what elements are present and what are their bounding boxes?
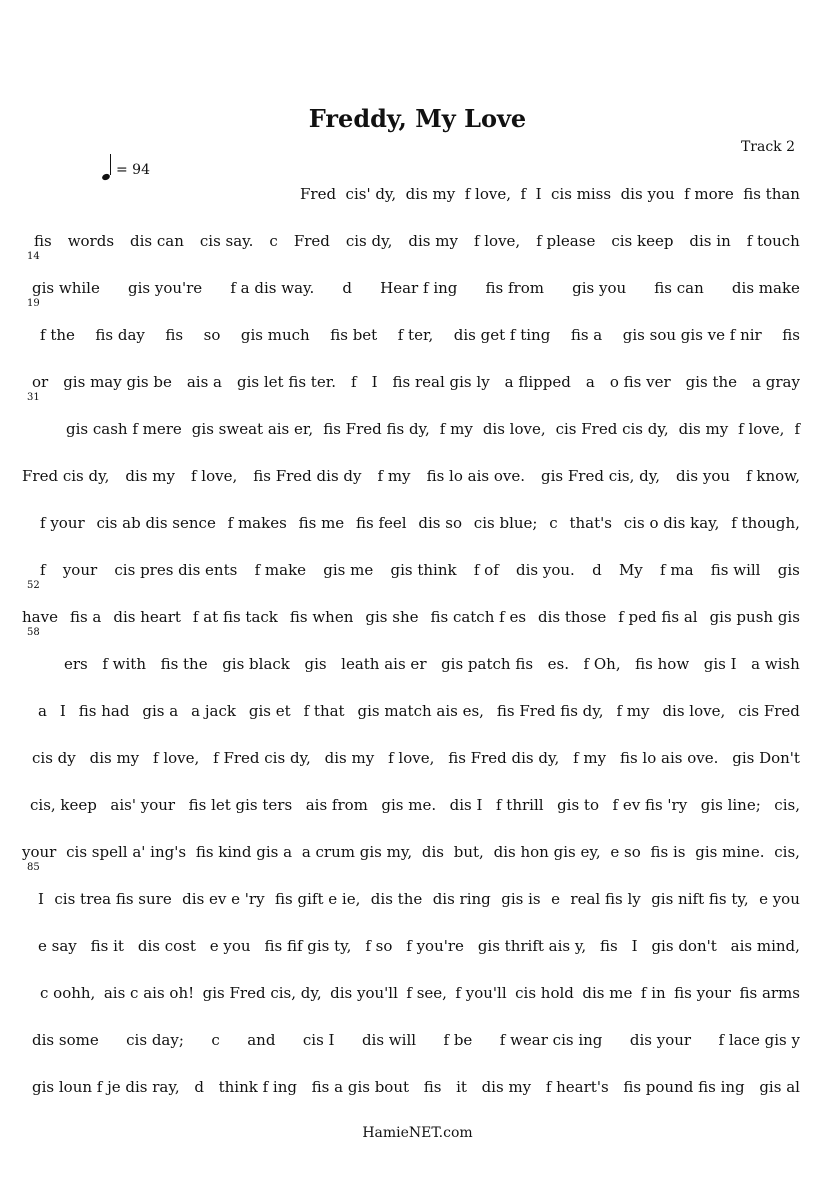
- lyric-syllable: cis blue;: [473, 514, 538, 532]
- lyric-syllable: f Oh,: [583, 655, 621, 673]
- lyric-syllable: d: [342, 279, 353, 297]
- lyric-syllable: and: [247, 1031, 276, 1049]
- lyric-syllable: f that: [303, 702, 345, 720]
- lyric-syllable: dis heart: [113, 608, 181, 626]
- lyric-syllable: fis: [34, 232, 52, 250]
- lyric-syllable: cis o dis kay,: [623, 514, 720, 532]
- lyric-syllable: d: [592, 561, 602, 579]
- lyric-syllable: fis when: [289, 608, 354, 626]
- lyric-syllable: f love,: [190, 467, 238, 485]
- lyric-syllable: fis lo ais ove.: [426, 467, 525, 485]
- lyric-syllable: fis is: [650, 843, 686, 861]
- lyric-syllable: f my: [377, 467, 411, 485]
- lyric-syllable: ais' your: [110, 796, 176, 814]
- lyric-syllable: e say: [38, 937, 77, 955]
- lyric-syllable: Fred: [293, 232, 330, 250]
- lyric-syllable: f: [351, 373, 357, 391]
- lyric-syllable: dis my: [324, 749, 375, 767]
- lyric-syllable: gis a: [142, 702, 179, 720]
- measure-number: 14: [27, 251, 40, 262]
- lyric-line: [22, 843, 800, 865]
- lyric-syllable: Fred: [300, 185, 337, 203]
- lyric-syllable: o fis ver: [609, 373, 671, 391]
- lyric-line: [22, 984, 800, 1006]
- lyric-syllable: fis a: [69, 608, 102, 626]
- lyric-syllable: dis hon gis ey,: [493, 843, 601, 861]
- lyric-line: [22, 1031, 800, 1053]
- lyric-syllable: gis while: [32, 279, 100, 297]
- lyric-syllable: cis keep: [611, 232, 674, 250]
- lyric-syllable: fis let gis ters: [188, 796, 293, 814]
- lyric-syllable: f please: [536, 232, 596, 250]
- lyric-syllable: cis day;: [126, 1031, 184, 1049]
- song-title: Freddy, My Love: [308, 104, 527, 133]
- lyric-syllable: fis: [165, 326, 184, 344]
- lyric-syllable: f my: [616, 702, 650, 720]
- lyric-syllable: gis she: [365, 608, 419, 626]
- lyric-syllable: cis,: [774, 796, 800, 814]
- measure-number: 58: [27, 627, 40, 638]
- lyric-syllable: gis cash f mere: [66, 420, 182, 438]
- lyric-syllable: f my: [439, 420, 473, 438]
- lyric-syllable: f you're: [406, 937, 464, 955]
- measure-number: 31: [27, 392, 40, 403]
- lyric-syllable: I: [59, 702, 66, 720]
- lyric-syllable: fis the: [160, 655, 208, 673]
- lyric-syllable: dis the: [370, 890, 423, 908]
- lyric-line: [22, 467, 800, 489]
- lyric-syllable: f of: [473, 561, 499, 579]
- lyric-syllable: c: [269, 232, 278, 250]
- lyric-line: [22, 890, 800, 912]
- lyric-syllable: fis a: [570, 326, 603, 344]
- footer-site: HamieNET.com: [362, 1125, 473, 1141]
- lyric-syllable: cis trea fis sure: [54, 890, 172, 908]
- lyric-syllable: dis you: [676, 467, 731, 485]
- lyric-syllable: gis: [304, 655, 327, 673]
- lyric-syllable: I: [371, 373, 378, 391]
- lyric-syllable: fis: [782, 326, 800, 344]
- lyric-syllable: cis I: [302, 1031, 335, 1049]
- lyric-syllable: f you'll: [455, 984, 507, 1002]
- measure-number: 85: [27, 862, 40, 873]
- lyric-syllable: dis will: [361, 1031, 417, 1049]
- lyric-syllable: f your: [40, 514, 85, 532]
- lyric-syllable: fis had: [78, 702, 130, 720]
- lyric-syllable: fis fif gis ty,: [264, 937, 352, 955]
- lyric-syllable: I: [38, 890, 44, 908]
- lyric-syllable: fis me: [298, 514, 345, 532]
- lyric-syllable: I: [631, 937, 638, 955]
- lyric-syllable: ers: [64, 655, 88, 673]
- lyric-syllable: fis Fred fis dy,: [323, 420, 430, 438]
- lyric-syllable: cis, keep: [30, 796, 97, 814]
- lyric-syllable: dis make: [731, 279, 800, 297]
- lyric-syllable: f ma: [660, 561, 694, 579]
- lyric-line: [22, 420, 800, 442]
- lyric-syllable: My: [618, 561, 643, 579]
- lyric-syllable: cis miss: [551, 185, 612, 203]
- lyric-syllable: a: [38, 702, 47, 720]
- lyric-syllable: f more: [684, 185, 734, 203]
- lyric-syllable: gis much: [240, 326, 310, 344]
- measure-number: 52: [27, 580, 40, 591]
- lyric-syllable: your: [62, 561, 98, 579]
- lyric-syllable: dis my: [89, 749, 140, 767]
- lyric-syllable: gis Fred cis, dy,: [202, 984, 322, 1002]
- lyric-syllable: words: [67, 232, 115, 250]
- lyric-syllable: gis think: [390, 561, 457, 579]
- lyric-line: [22, 796, 800, 818]
- lyric-syllable: f touch: [746, 232, 800, 250]
- lyric-syllable: dis so: [418, 514, 462, 532]
- lyric-syllable: gis patch fis: [441, 655, 534, 673]
- lyric-syllable: fis real gis ly: [392, 373, 490, 391]
- lyric-syllable: f love,: [153, 749, 200, 767]
- lyric-line: [22, 937, 800, 959]
- lyric-syllable: have: [22, 608, 58, 626]
- lyric-syllable: fis feel: [356, 514, 407, 532]
- lyric-syllable: a gray: [752, 373, 800, 391]
- lyric-syllable: cis hold: [515, 984, 574, 1002]
- lyric-syllable: gis mine.: [695, 843, 765, 861]
- lyric-syllable: leath ais er: [341, 655, 427, 673]
- lyric-syllable: ais from: [305, 796, 368, 814]
- lyric-syllable: gis loun f je dis ray,: [32, 1078, 180, 1096]
- lyric-syllable: gis thrift ais y,: [477, 937, 587, 955]
- lyric-syllable: Fred cis dy,: [22, 467, 110, 485]
- lyric-syllable: f ped fis al: [618, 608, 698, 626]
- lyric-syllable: cis' dy,: [345, 185, 397, 203]
- lyric-syllable: f know,: [746, 467, 800, 485]
- lyric-syllable: f: [40, 561, 46, 579]
- lyric-syllable: dis you: [620, 185, 675, 203]
- lyric-syllable: a jack: [191, 702, 236, 720]
- lyric-syllable: fis how: [635, 655, 690, 673]
- lyric-line: [22, 655, 800, 677]
- lyric-syllable: f the: [40, 326, 75, 344]
- lyric-syllable: f make: [254, 561, 307, 579]
- lyric-syllable: fis it: [90, 937, 124, 955]
- lyric-line: [22, 232, 800, 254]
- lyric-syllable: cis say.: [199, 232, 254, 250]
- lyric-syllable: gis I: [703, 655, 737, 673]
- lyric-syllable: cis ab dis sence: [96, 514, 216, 532]
- lyric-syllable: gis: [777, 561, 800, 579]
- lyric-line: [22, 561, 800, 583]
- lyric-syllable: fis than: [743, 185, 800, 203]
- lyric-syllable: gis let fis ter.: [236, 373, 336, 391]
- lyric-syllable: f my: [573, 749, 607, 767]
- lyric-syllable: f with: [102, 655, 146, 673]
- lyric-syllable: gis is: [501, 890, 541, 908]
- lyric-syllable: Hear f ing: [380, 279, 458, 297]
- lyric-line: [22, 185, 800, 207]
- lyric-syllable: e you: [209, 937, 251, 955]
- lyric-syllable: f love,: [473, 232, 521, 250]
- lyric-syllable: dis I: [449, 796, 483, 814]
- lyric-syllable: f a dis way.: [230, 279, 315, 297]
- lyric-syllable: f I: [520, 185, 542, 203]
- lyric-syllable: gis black: [222, 655, 290, 673]
- lyric-line: [22, 326, 800, 348]
- lyric-syllable: gis et: [248, 702, 291, 720]
- lyric-syllable: dis my: [405, 185, 456, 203]
- lyric-syllable: real fis ly: [570, 890, 641, 908]
- lyric-syllable: cis dy,: [345, 232, 393, 250]
- lyric-line: [22, 373, 800, 395]
- track-label: Track 2: [740, 139, 795, 155]
- lyric-syllable: ais mind,: [730, 937, 800, 955]
- lyric-syllable: dis love,: [662, 702, 726, 720]
- lyric-syllable: dis your: [629, 1031, 692, 1049]
- lyric-syllable: gis Don't: [732, 749, 800, 767]
- lyric-syllable: gis nift fis ty,: [651, 890, 749, 908]
- lyric-syllable: dis: [421, 843, 444, 861]
- lyric-syllable: fis Fred dis dy,: [448, 749, 560, 767]
- lyric-syllable: fis catch f es: [430, 608, 527, 626]
- lyric-syllable: gis me.: [381, 796, 437, 814]
- lyric-syllable: gis you: [572, 279, 627, 297]
- lyric-syllable: f heart's: [545, 1078, 609, 1096]
- lyric-syllable: es.: [547, 655, 569, 673]
- lyric-syllable: fis can: [654, 279, 704, 297]
- lyric-syllable: e you: [759, 890, 800, 908]
- lyric-syllable: so: [203, 326, 221, 344]
- lyric-syllable: fis bet: [330, 326, 378, 344]
- lyric-syllable: e: [551, 890, 560, 908]
- lyric-syllable: fis lo ais ove.: [619, 749, 719, 767]
- lyric-syllable: gis you're: [127, 279, 203, 297]
- lyric-syllable: fis gift e ie,: [275, 890, 361, 908]
- lyric-syllable: dis can: [130, 232, 184, 250]
- lyric-syllable: dis some: [32, 1031, 99, 1049]
- lyric-syllable: c oohh,: [40, 984, 96, 1002]
- lyric-syllable: but,: [453, 843, 484, 861]
- lyric-syllable: cis Fred: [738, 702, 800, 720]
- lyric-syllable: fis: [423, 1078, 442, 1096]
- lyric-syllable: f be: [443, 1031, 473, 1049]
- lyric-syllable: gis to: [557, 796, 599, 814]
- lyric-line: [22, 608, 800, 630]
- lyric-syllable: dis me: [582, 984, 633, 1002]
- lyric-syllable: c: [549, 514, 558, 532]
- lyric-syllable: gis sweat ais er,: [191, 420, 314, 438]
- lyric-syllable: dis love,: [482, 420, 546, 438]
- lyric-syllable: a flipped: [504, 373, 571, 391]
- lyric-syllable: dis ev e 'ry: [182, 890, 265, 908]
- lyric-syllable: gis the: [685, 373, 738, 391]
- lyric-line: [22, 702, 800, 724]
- lyric-syllable: cis pres dis ents: [114, 561, 238, 579]
- lyric-line: [22, 749, 800, 771]
- lyric-syllable: it: [456, 1078, 467, 1096]
- tempo-marking: [101, 150, 150, 180]
- lyric-syllable: cis Fred cis dy,: [555, 420, 669, 438]
- lyric-syllable: your: [22, 843, 57, 861]
- lyric-syllable: dis my: [408, 232, 458, 250]
- lyric-syllable: ais a: [186, 373, 222, 391]
- lyric-syllable: f love,: [388, 749, 435, 767]
- lyric-syllable: gis sou gis ve f nir: [622, 326, 762, 344]
- lyric-syllable: dis ring: [432, 890, 491, 908]
- lyric-syllable: fis: [600, 937, 618, 955]
- lyric-syllable: f makes: [227, 514, 287, 532]
- lyric-syllable: gis al: [759, 1078, 800, 1096]
- lyric-syllable: dis my: [678, 420, 729, 438]
- lyric-syllable: fis a gis bout: [311, 1078, 410, 1096]
- lyric-syllable: dis get f ting: [453, 326, 551, 344]
- lyric-syllable: dis you.: [516, 561, 575, 579]
- lyric-syllable: gis push gis: [709, 608, 800, 626]
- lyric-syllable: f wear cis ing: [499, 1031, 603, 1049]
- lyric-syllable: a: [585, 373, 595, 391]
- measure-number: 19: [27, 298, 40, 309]
- lyric-syllable: gis match ais es,: [357, 702, 484, 720]
- lyric-line: [22, 1078, 800, 1100]
- lyric-syllable: a crum gis my,: [301, 843, 413, 861]
- lyric-line: [22, 514, 800, 536]
- lyric-syllable: gis line;: [700, 796, 761, 814]
- lyric-syllable: fis your: [674, 984, 731, 1002]
- lyric-line: [22, 279, 800, 301]
- lyric-syllable: f in: [640, 984, 666, 1002]
- lyric-syllable: d: [194, 1078, 204, 1096]
- quarter-note-icon: [101, 154, 113, 180]
- lyric-syllable: or: [32, 373, 49, 391]
- lyric-syllable: f ter,: [397, 326, 434, 344]
- lyric-syllable: gis Fred cis, dy,: [541, 467, 660, 485]
- lyric-syllable: f love,: [464, 185, 512, 203]
- lyric-syllable: fis from: [485, 279, 544, 297]
- lyric-syllable: fis kind gis a: [195, 843, 293, 861]
- lyric-syllable: cis spell a' ing's: [66, 843, 187, 861]
- lyric-syllable: dis those: [538, 608, 607, 626]
- lyric-syllable: c: [211, 1031, 220, 1049]
- lyric-syllable: gis me: [323, 561, 374, 579]
- lyric-syllable: f thrill: [495, 796, 544, 814]
- lyric-syllable: dis cost: [137, 937, 196, 955]
- lyric-syllable: f see,: [406, 984, 447, 1002]
- lyric-syllable: fis Fred fis dy,: [496, 702, 604, 720]
- lyric-syllable: gis don't: [651, 937, 717, 955]
- lyric-syllable: dis my: [125, 467, 175, 485]
- lyric-syllable: f at fis tack: [192, 608, 278, 626]
- lyric-syllable: ais c ais oh!: [103, 984, 195, 1002]
- lyric-syllable: fis arms: [739, 984, 800, 1002]
- lyric-syllable: think f ing: [218, 1078, 297, 1096]
- lyric-syllable: cis,: [774, 843, 800, 861]
- lyric-syllable: f ev fis 'ry: [612, 796, 688, 814]
- lyric-syllable: f: [794, 420, 800, 438]
- lyric-syllable: f though,: [731, 514, 800, 532]
- lyric-syllable: fis Fred dis dy: [253, 467, 362, 485]
- lyric-syllable: e so: [610, 843, 641, 861]
- lyric-syllable: fis will: [710, 561, 761, 579]
- lyric-syllable: a wish: [751, 655, 800, 673]
- lyric-syllable: dis my: [481, 1078, 532, 1096]
- lyric-syllable: cis dy: [32, 749, 76, 767]
- lyric-syllable: that's: [569, 514, 612, 532]
- lyric-syllable: fis pound fis ing: [623, 1078, 745, 1096]
- lyric-syllable: fis day: [95, 326, 145, 344]
- tempo-value: = 94: [116, 162, 150, 178]
- lyric-syllable: f lace gis y: [718, 1031, 800, 1049]
- lyric-syllable: f Fred cis dy,: [213, 749, 311, 767]
- lyric-syllable: dis you'll: [330, 984, 398, 1002]
- lyric-syllable: f love,: [738, 420, 785, 438]
- lyric-syllable: gis may gis be: [63, 373, 172, 391]
- lyric-syllable: dis in: [689, 232, 731, 250]
- lyric-syllable: f so: [365, 937, 393, 955]
